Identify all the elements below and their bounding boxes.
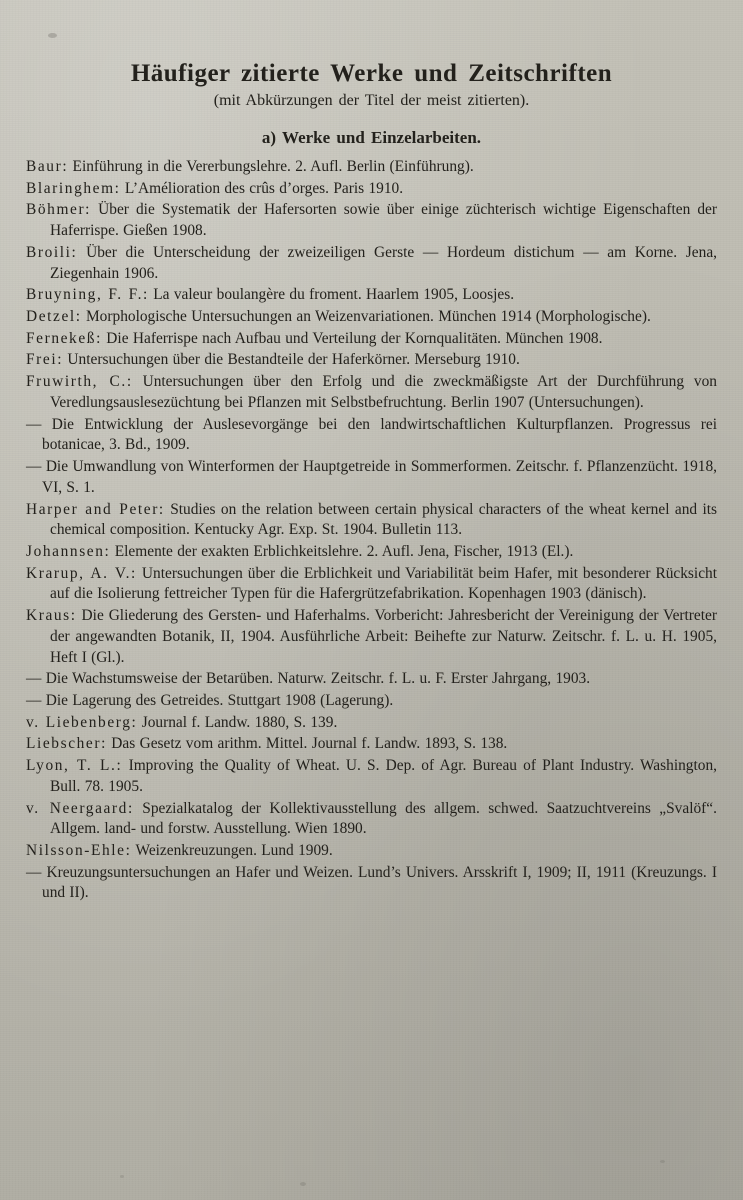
entry-text: Untersuchungen über die Erblichkeit und Variabilität beim Hafer, mit besonderer Rücksicht auf die Isolierung fettreicher Typen für die Hafergrützefabrikation. Kopenhagen 1903 (dänisch). — [50, 564, 717, 603]
bibliography-entry — [26, 285, 717, 306]
entry-author: v. Liebenberg: — [26, 713, 138, 731]
bibliography-entry — [26, 329, 717, 350]
entry-author: Nilsson-Ehle: — [26, 842, 132, 859]
entry-text: Die Haferrispe nach Aufbau und Verteilung der Kornqualitäten. München 1908. — [101, 329, 603, 347]
entry-author: Blaringhem: — [26, 179, 121, 197]
entry-dash-marker: — — [26, 458, 46, 476]
entry-text: Die Lagerung des Getreides. Stuttgart 1908 (Lagerung). — [45, 691, 394, 709]
bibliography-entry — [26, 606, 717, 668]
entry-author: Johannsen: — [26, 542, 111, 560]
entry-text: Journal f. Landw. 1880, S. 139. — [137, 713, 338, 731]
entry-text: Untersuchungen über die Bestandteile der Haferkörner. Merseburg 1910. — [63, 351, 520, 369]
paper-speck — [300, 1182, 306, 1186]
bibliography-list — [26, 157, 717, 904]
entry-dash-marker: — — [26, 691, 46, 709]
bibliography-entry — [26, 179, 717, 200]
bibliography-entry — [26, 500, 717, 541]
entry-text: Morphologische Untersuchungen an Weizenvariationen. München 1914 (Morphologische). — [81, 308, 651, 326]
paper-speck — [660, 1160, 665, 1163]
bibliography-entry-continuation — [26, 457, 717, 498]
entry-author: Bruyning, F. F.: — [26, 286, 149, 304]
entry-author: Fruwirth, C.: — [26, 373, 133, 391]
bibliography-entry — [26, 372, 717, 413]
entry-text: Das Gesetz vom arithm. Mittel. Journal f. Landw. 1893, S. 138. — [106, 735, 508, 753]
paper-speck — [48, 33, 57, 38]
entry-author: Frei: — [26, 351, 64, 369]
bibliography-entry — [26, 307, 717, 328]
entry-dash-marker: — — [26, 670, 46, 688]
bibliography-entry — [26, 734, 717, 755]
bibliography-entry — [26, 799, 717, 840]
section-heading: a) Werke und Einzelarbeiten. — [261, 128, 482, 147]
entry-text: Kreuzungsuntersuchungen an Hafer und Weizen. Lund’s Univers. Arsskrift I, 1909; II, 1911 (Kreuzungs. I und II). — [42, 863, 717, 902]
entry-text: Untersuchungen über den Erfolg und die zweckmäßigste Art der Durchführung von Veredlungsauslesezüchtung bei Pflanzen mit Selbstbefruchtung. Berlin 1907 (Untersuchungen). — [50, 373, 717, 411]
entry-text: La valeur boulangère du froment. Haarlem 1905, Loosjes. — [148, 286, 515, 304]
entry-dash-marker: — — [26, 415, 52, 433]
page-content — [26, 60, 717, 913]
entry-text: Weizenkreuzungen. Lund 1909. — [131, 842, 333, 859]
entry-author: Kraus: — [26, 607, 77, 625]
bibliography-entry — [26, 243, 717, 284]
bibliography-entry-continuation — [26, 863, 717, 904]
entry-text: Einführung in die Vererbungslehre. 2. Aufl. Berlin (Einführung). — [68, 158, 474, 175]
entry-text: Über die Systematik der Hafersorten sowie über einige züchterisch wichtige Eigenschaften der Haferrispe. Gießen 1908. — [50, 201, 717, 240]
entry-text: Spezialkatalog der Kollektivausstellung des allgem. schwed. Saatzuchtvereins „Svalöf“. Allgem. land- und forstw. Ausstellung. Wien 1890. — [50, 799, 717, 838]
page-title: Häufiger zitierte Werke und Zeitschriften — [130, 60, 613, 87]
entry-text: Improving the Quality of Wheat. U. S. Dep. of Agr. Bureau of Plant Industry. Washington, Bull. 78. 1905. — [50, 757, 717, 795]
entry-author: Baur: — [26, 158, 69, 175]
entry-text: Elemente der exakten Erblichkeitslehre. 2. Aufl. Jena, Fischer, 1913 (El.). — [110, 542, 574, 560]
page-subtitle: (mit Abkürzungen der Titel der meist zitierten). — [213, 92, 530, 109]
entry-text: Die Gliederung des Gersten- und Haferhalms. Vorbericht: Jahresbericht der Vereinigung der Vertreter der angewandten Botanik, II, 1904. Ausführliche Arbeit: Beihefte zur Naturw. Zeitschr. f. L. u. H. 1905, Heft I (Gl.). — [50, 607, 717, 666]
bibliography-entry-continuation — [26, 415, 717, 456]
entry-author: Krarup, A. V.: — [26, 564, 137, 582]
bibliography-entry — [26, 564, 717, 605]
bibliography-entry — [26, 713, 717, 734]
entry-text: Die Entwicklung der Auslesevorgänge bei den landwirtschaftlichen Kulturpflanzen. Progressus rei botanicae, 3. Bd., 1909. — [42, 415, 717, 454]
entry-text: Die Wachstumsweise der Betarüben. Naturw. Zeitschr. f. L. u. F. Erster Jahrgang, 1903. — [45, 670, 591, 688]
bibliography-entry — [26, 200, 717, 241]
bibliography-entry — [26, 841, 717, 862]
entry-text: L’Amélioration des crûs d’orges. Paris 1910. — [120, 179, 404, 197]
entry-text: Die Umwandlung von Winterformen der Hauptgetreide in Sommerformen. Zeitschr. f. Pflanzenzücht. 1918, VI, S. 1. — [42, 458, 717, 496]
entry-author: Broili: — [26, 243, 78, 261]
entry-author: Harper and Peter: — [26, 500, 165, 518]
entry-author: Lyon, T. L.: — [26, 757, 123, 775]
bibliography-entry — [26, 756, 717, 797]
bibliography-entry-continuation — [26, 669, 717, 690]
entry-author: v. Neergaard: — [26, 799, 134, 817]
bibliography-entry — [26, 157, 717, 178]
entry-author: Liebscher: — [26, 735, 107, 753]
entry-author: Böhmer: — [26, 201, 92, 219]
paper-speck — [120, 1175, 124, 1178]
entry-text: Studies on the relation between certain physical characters of the wheat kernel and its chemical composition. Kentucky Agr. Exp. St. 1904. Bulletin 113. — [50, 500, 717, 539]
bibliography-entry — [26, 542, 717, 563]
entry-text: Über die Unterscheidung der zweizeiligen Gerste — Hordeum distichum — am Korne. Jena, Ziegenhain 1906. — [50, 243, 717, 282]
entry-dash-marker: — — [26, 863, 47, 881]
entry-author: Detzel: — [26, 308, 82, 326]
page-bottom-margin — [26, 905, 717, 913]
entry-author: Fernekeß: — [26, 329, 102, 347]
bibliography-entry-continuation — [26, 691, 717, 712]
bibliography-entry — [26, 350, 717, 371]
